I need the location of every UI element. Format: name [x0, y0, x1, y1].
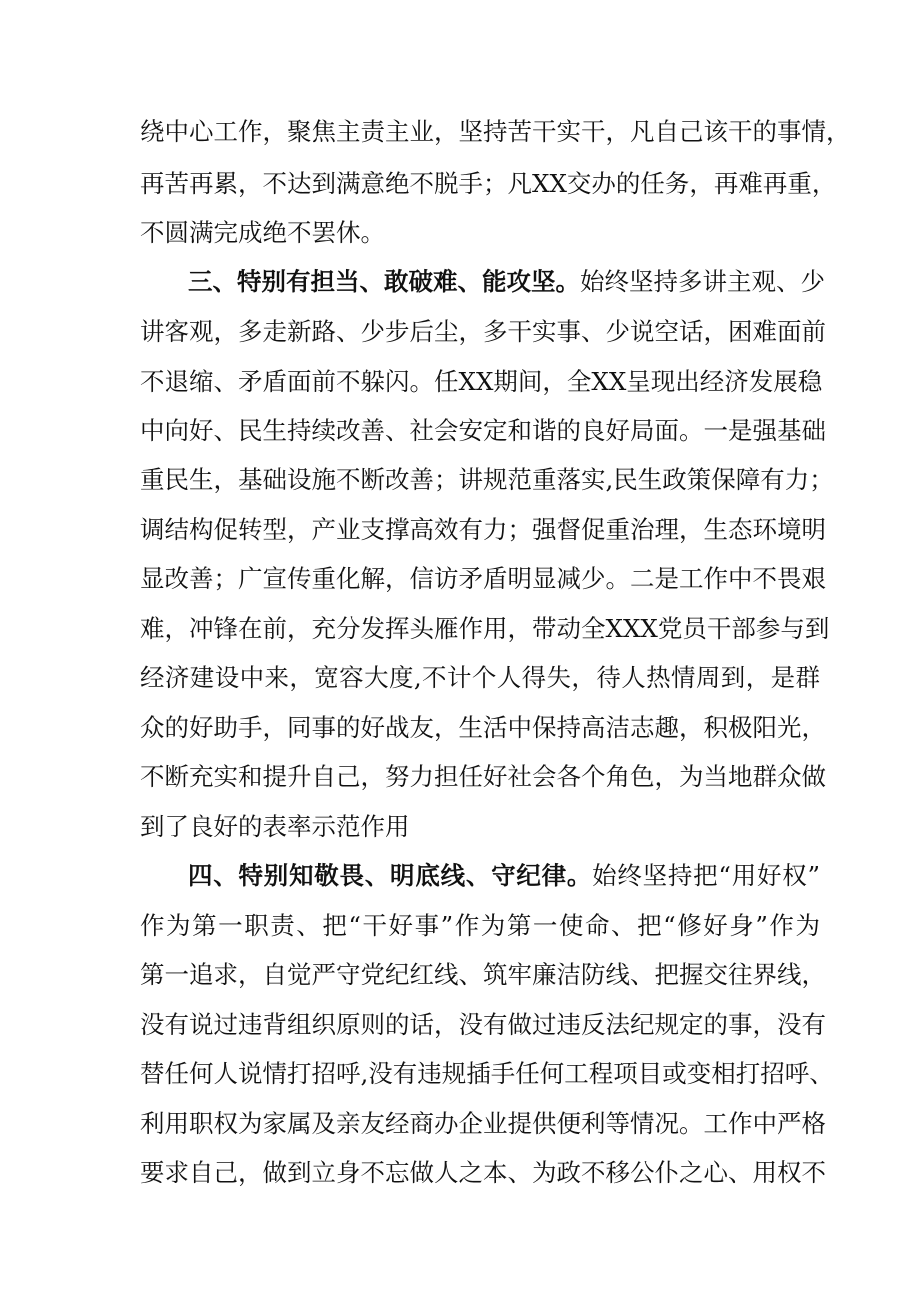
paragraph-2-line-11: 不断充实和提升自己，努力担任好社会各个角色，为当地群众做 [140, 762, 826, 791]
paragraph-3-line-3: 第一追求，自觉严守党纪红线、筑牢廉洁防线、把握交往界线， [140, 960, 826, 989]
section-4-heading: 四、特别知敬畏、明底线、守纪律。 [188, 861, 593, 890]
paragraph-2-line-6: 调结构促转型，产业支撑高效有力；强督促重治理，生态环境明 [140, 515, 826, 544]
paragraph-3-line-4: 没有说过违背组织原则的话，没有做过违反法纪规定的事，没有 [140, 1010, 826, 1039]
paragraph-1-line-2: 再苦再累，不达到满意绝不脱手；凡XX交办的任务，再难再重， [140, 169, 837, 198]
paragraph-2-line-5: 重民生，基础设施不断改善；讲规范重落实,民生政策保障有力； [140, 465, 834, 494]
paragraph-3-line-6: 利用职权为家属及亲友经商办企业提供便利等情况。工作中严格 [140, 1109, 826, 1138]
section-4-lead-text: 始终坚持把“用好权” [592, 861, 820, 890]
section-3-lead-text: 始终坚持多讲主观、少 [580, 267, 825, 296]
paragraph-2-line-1 [188, 267, 825, 296]
paragraph-3-line-2: 作为第一职责、把“干好事”作为第一使命、把“修好身”作为 [140, 911, 820, 940]
paragraph-2-line-7: 显改善；广宣传重化解，信访矛盾明显减少。二是工作中不畏艰 [140, 564, 826, 593]
paragraph-1-line-3: 不圆满完成绝不罢休。 [140, 218, 385, 247]
paragraph-3-line-1 [188, 861, 820, 890]
paragraph-2-line-4: 中向好、民生持续改善、社会安定和谐的良好局面。一是强基础 [140, 416, 826, 445]
paragraph-2-line-8: 难，冲锋在前，充分发挥头雁作用，带动全XXX党员干部参与到 [140, 614, 830, 643]
paragraph-2-line-9: 经济建设中来，宽容大度,不计个人得失，待人热情周到，是群 [140, 663, 820, 692]
paragraph-2-line-10: 众的好助手，同事的好战友，生活中保持高洁志趣，积极阳光， [140, 713, 826, 742]
paragraph-3-line-5: 替任何人说情打招呼,没有违规插手任何工程项目或变相打招呼、 [140, 1059, 834, 1088]
paragraph-2-line-3: 不退缩、矛盾面前不躲闪。任XX期间，全XX呈现出经济发展稳 [140, 367, 823, 396]
paragraph-2-line-2: 讲客观，多走新路、少步后尘，多干实事、少说空话，困难面前 [140, 317, 826, 346]
section-3-heading: 三、特别有担当、敢破难、能攻坚。 [188, 267, 580, 296]
paragraph-3-line-7: 要求自己，做到立身不忘做人之本、为政不移公仆之心、用权不 [140, 1158, 826, 1187]
paragraph-2-line-12: 到了良好的表率示范作用 [140, 812, 410, 841]
paragraph-1-line-1: 绕中心工作，聚焦主责主业，坚持苦干实干，凡自己该干的事情， [140, 117, 851, 146]
